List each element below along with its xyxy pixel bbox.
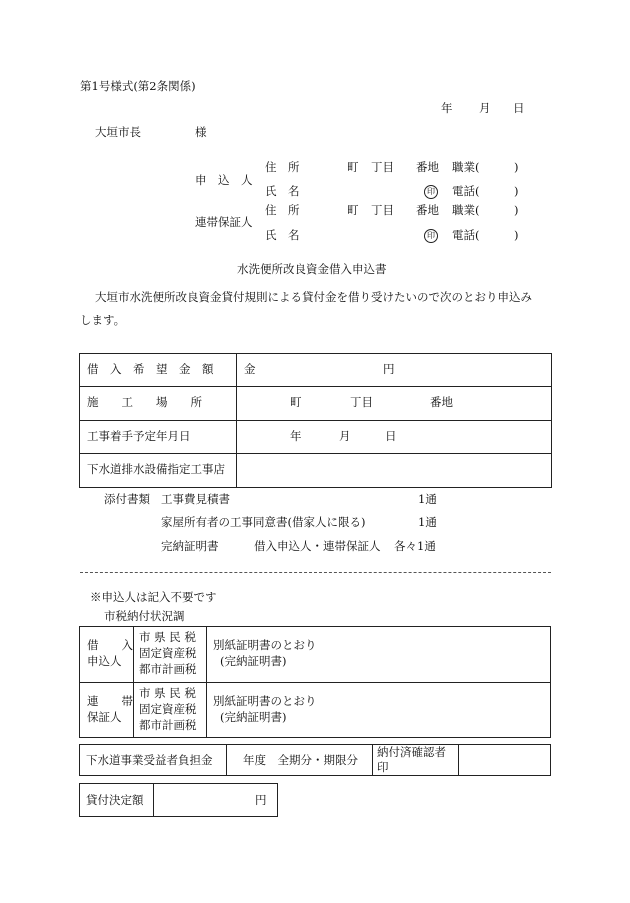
body-text-line2: します。 [80,313,126,327]
guarantor-status2: (完納証明書) [220,710,287,724]
applicant-phone: 電話( [452,184,480,198]
contractor-label: 下水道排水設備指定工事店 [87,462,225,476]
table-divider [206,626,207,738]
start-date-day: 日 [385,429,397,443]
confirmer-label: 納付済確認者 [377,745,446,759]
addressee: 大垣市長 [95,125,141,139]
borrower-tax1: 市 県 民 税 [139,630,196,644]
attachment-estimate-count: 1通 [418,492,437,506]
applicant-chome: 丁目 [371,160,394,174]
borrower-status1: 別紙証明書のとおり [213,638,317,652]
loan-amount-kin[interactable]: 金 [244,362,256,376]
loan-amount-label: 借 入 希 望 金 額 [87,362,214,376]
table-divider [79,453,552,454]
applicant-label: 申 込 人 [195,173,253,187]
start-date-month: 月 [339,429,351,443]
applicant-occupation-close: ) [514,160,519,174]
guarantor-occupation: 職業( [452,203,480,217]
attachment-certificate: 完納証明書 [161,539,219,553]
guarantor-phone-close: ) [514,228,519,242]
attachment-consent-count: 1通 [418,515,437,529]
guarantor-label: 連帯保証人 [195,215,253,229]
guarantor-tax2: 固定資産税 [139,702,197,716]
table-divider [79,682,551,683]
attachments-label: 添付書類 [104,492,150,506]
table-divider [79,386,552,387]
table-divider [458,744,459,776]
guarantor-tax1: 市 県 民 税 [139,686,196,700]
guarantor-cho: 町 [347,203,359,217]
table-divider [372,744,373,776]
applicant-seal-mark: 印 [424,185,438,199]
guarantor-occupation-close: ) [514,203,519,217]
guarantor-tax-label-top: 連 帯 [87,694,133,708]
borrower-tax2: 固定資産税 [139,646,197,660]
table-divider [236,353,237,488]
guarantor-seal-mark: 印 [424,229,438,243]
start-date-label: 工事着手予定年月日 [87,429,191,443]
loan-decision-label: 貸付決定額 [86,793,144,807]
borrower-label-top: 借 入 [87,638,133,652]
site-chome: 丁目 [350,395,373,409]
date-year: 年 [441,101,453,115]
loan-decision-yen: 円 [255,793,267,807]
table-divider [133,626,134,738]
guarantor-name-label: 氏 名 [265,228,300,242]
confirmer-seal: 印 [377,760,389,774]
applicant-cho: 町 [347,160,359,174]
date-day: 日 [513,101,525,115]
applicant-seal [424,185,438,199]
form-number: 第1号様式(第2条関係) [80,79,196,93]
date-month: 月 [479,101,491,115]
attachment-estimate: 工事費見積書 [161,492,230,506]
sewer-charge-label: 下水道事業受益者負担金 [86,753,213,767]
table-divider [153,783,154,817]
loan-amount-yen: 円 [383,362,395,376]
sewer-charge-value: 年度 全期分・期限分 [243,753,358,767]
applicant-address-label: 住 所 [265,160,300,174]
applicant-phone-close: ) [514,184,519,198]
body-text-line1: 大垣市水洗便所改良資金貸付規則による貸付金を借り受けたいので次のとおり申込み [95,290,532,304]
guarantor-address-label: 住 所 [265,203,300,217]
honorific: 様 [195,125,207,139]
borrower-label-bottom: 申込人 [87,654,122,668]
cut-line [80,572,551,573]
table-divider [226,744,227,776]
guarantor-banchi: 番地 [416,203,439,217]
guarantor-tax-label-bottom: 保証人 [87,710,122,724]
guarantor-seal [424,229,438,243]
borrower-status2: (完納証明書) [220,654,287,668]
guarantor-status1: 別紙証明書のとおり [213,694,317,708]
guarantor-phone: 電話( [452,228,480,242]
site-banchi: 番地 [430,395,453,409]
table-divider [79,420,552,421]
site-cho[interactable]: 町 [290,395,302,409]
tax-status-title: 市税納付状況調 [104,609,185,623]
borrower-tax3: 都市計画税 [139,662,197,676]
guarantor-chome: 丁目 [371,203,394,217]
applicant-name-label: 氏 名 [265,184,300,198]
site-label: 施 工 場 所 [87,395,202,409]
document-title: 水洗便所改良資金借入申込書 [237,262,387,276]
attachment-certificate-target: 借入申込人・連帯保証人 [254,539,381,553]
guarantor-tax3: 都市計画税 [139,718,197,732]
attachment-certificate-count: 各々1通 [394,539,436,553]
applicant-banchi: 番地 [416,160,439,174]
attachment-consent: 家屋所有者の工事同意書(借家人に限る) [161,515,366,529]
applicant-occupation: 職業( [452,160,480,174]
office-note: ※申込人は記入不要です [90,590,217,604]
start-date-year[interactable]: 年 [290,429,302,443]
